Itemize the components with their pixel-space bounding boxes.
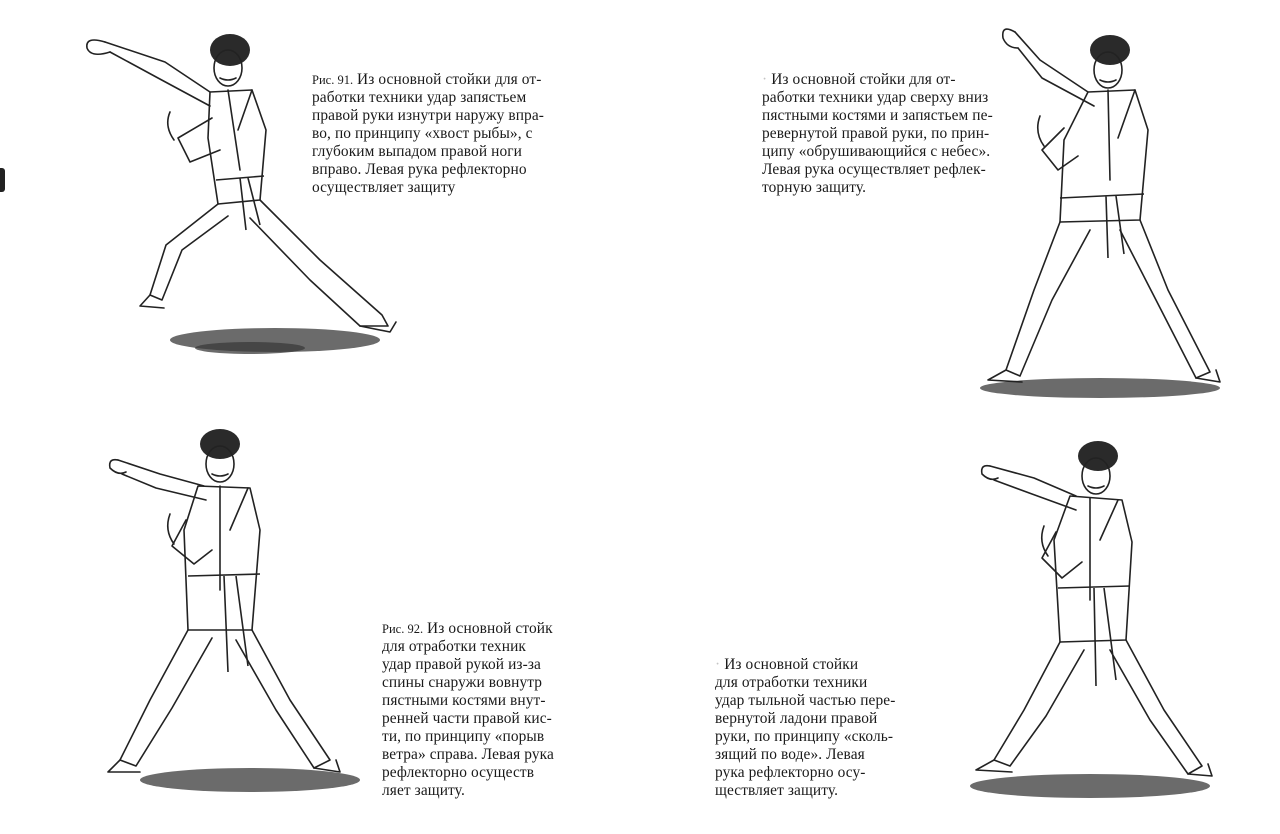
karate-figure-water-strike bbox=[950, 430, 1230, 810]
caption-fig-water-strike: · Из основной стойки для отработки техники удар тыльной частью пере- вернутой ладони правой руки, по принципу «сколь- зящий по воде». Левая рука рефлекторно осу- ществляет защиту. bbox=[715, 656, 896, 799]
page-edge-mark bbox=[0, 168, 5, 192]
caption-fig-92: Рис. 92. Из основной стойк для отработки техник удар правой рукой из-за спины снаружи вовнутр пястными костями внут- ренней части правой кис- ти, по принципу «порыв ветра» справа. Левая рука рефлекторно осуществ ляет защиту. bbox=[382, 620, 554, 799]
figure-label: Рис. 92. bbox=[382, 622, 424, 636]
faded-label: · bbox=[762, 71, 768, 88]
karate-figure-wind-strike bbox=[100, 420, 370, 800]
karate-figure-downward-strike bbox=[960, 20, 1240, 400]
faded-label: · bbox=[715, 656, 721, 673]
caption-fig-91: Рис. 91. Из основной стойки для от- работки техники удар запястьем правой руки изнутри наружу впра- во, по принципу «хвост рыбы», с глубоким выпадом правой ноги вправо. Левая рука рефлекторно осуществляет защиту bbox=[312, 71, 544, 196]
caption-fig-downward-strike: · Из основной стойки для от- работки техники удар сверху вниз пястными костями и запястьем пе- ревернутой правой руки, по прин- ципу «обрушивающийся с небес». Левая рука осуществляет рефлек- торную защиту. bbox=[762, 71, 993, 196]
figure-label: Рис. 91. bbox=[312, 73, 354, 87]
